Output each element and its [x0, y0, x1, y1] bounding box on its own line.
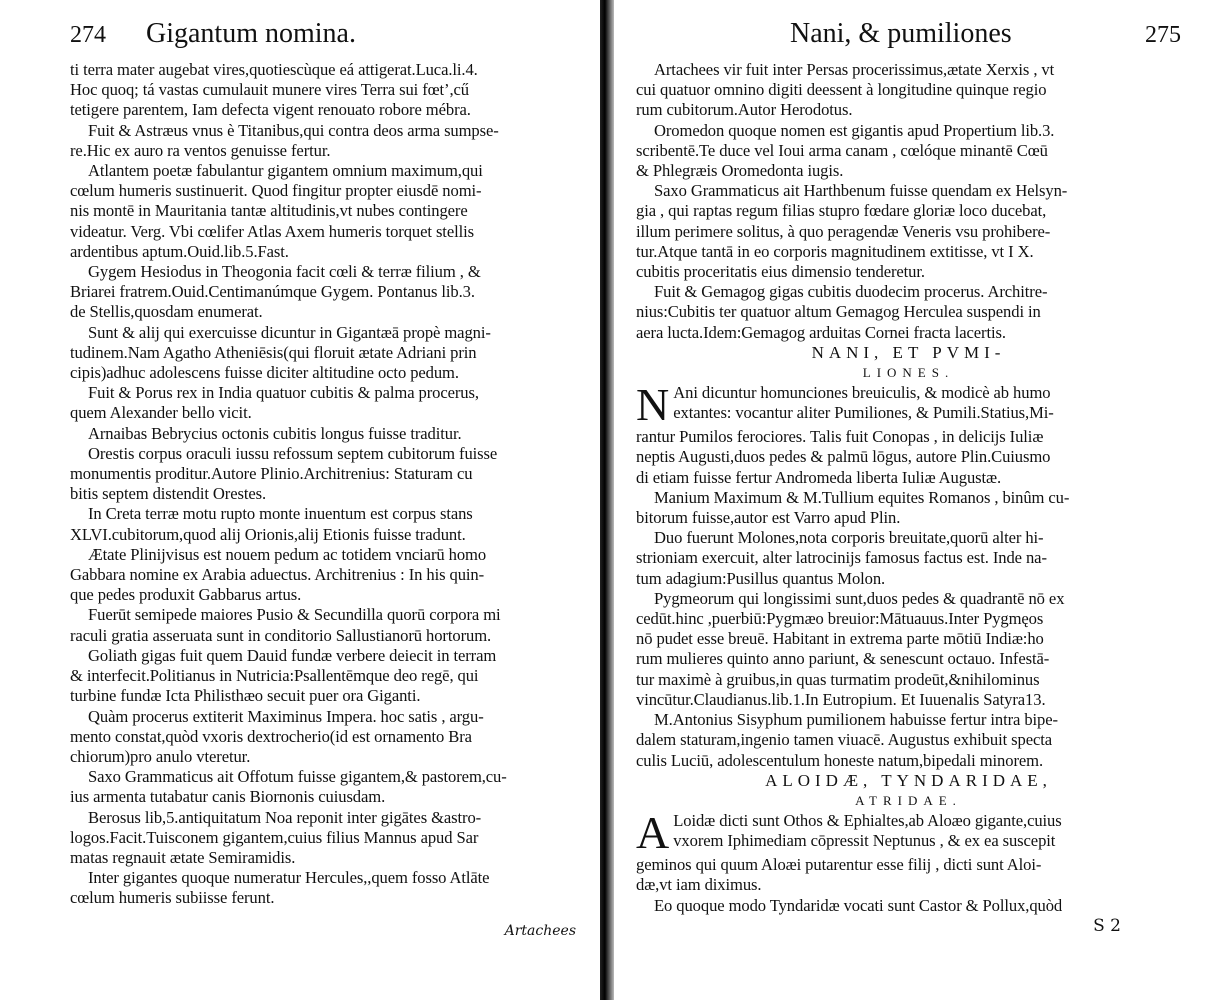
text-line: aera lucta.Idem:Gemagog arduitas Cornei fracta lacertis.	[636, 322, 1006, 342]
text-line: cipis)adhuc adolescens fuisse diciter altitudine octo pedum.	[70, 363, 459, 383]
text-line: cœlum humeris subiisse ferunt.	[70, 888, 275, 908]
right-text-block-mid	[636, 427, 1181, 770]
text-line: cedūt.hinc ,puerbiū:Pygmæo breuior:Mātuauus.Inter Pygmęos	[636, 609, 1044, 629]
text-line: Loidæ dicti sunt Othos & Ephialtes,ab Aloæo gigante,cuius	[673, 811, 1062, 831]
text-line: tudinem.Nam Agatho Atheniēsis(qui floruit ætate Adriani prin	[70, 342, 477, 362]
text-line: Gygem Hesiodus in Theogonia facit cœli & terræ filium , &	[88, 262, 481, 282]
text-line: re.Hic ex auro ra ventos genuisse fertur.	[70, 140, 331, 160]
text-line: Arnaibas Bebrycius octonis cubitis longus fuisse traditur.	[88, 423, 462, 443]
text-line: Oromedon quoque nomen est gigantis apud Propertium lib.3.	[654, 120, 1055, 140]
text-line: ius armenta tutabatur canis Biornonis cuiusdam.	[70, 787, 386, 807]
text-line: Duo fuerunt Molones,nota corporis breuitate,quorū alter hi-	[654, 528, 1044, 548]
text-line: nis montē in Mauritania tantæ altitudinis,vt nubes contingere	[70, 201, 468, 221]
text-line: neptis Augusti,duos pedes & palmū lōgus, autore Plin.Cuiusmo	[636, 447, 1051, 467]
text-line: di etiam fuisse fertur Andromeda liberta Iuliæ Augustæ.	[636, 467, 1002, 487]
text-line: & Phlegræis Oromedonta iugis.	[636, 161, 844, 181]
text-line: Gabbara nomine ex Arabia aduectus. Architrenius : In his quin-	[70, 565, 485, 585]
text-line: Ani dicuntur homunciones breuiculis, & modicè ab humo	[673, 383, 1051, 403]
text-line: strioniam exercuit, alter latrocinijs famosus factus est. Inde na-	[636, 548, 1047, 568]
left-running-title: Gigantum nomina.	[146, 18, 356, 49]
text-line: Eo quoque modo Tyndaridæ vocati sunt Castor & Pollux,quòd	[654, 895, 1063, 915]
right-page-number: 275	[1145, 22, 1181, 48]
signature-mark: S 2	[1093, 915, 1121, 936]
text-line: illum perimere solitus, à quo peragendæ Veneris vsu prohibere-	[636, 221, 1051, 241]
text-line: rum mulieres quinto anno pariunt, & senescunt octauo. Infestā-	[636, 649, 1050, 669]
text-line: Sunt & alij qui exercuisse dicuntur in Gigantæā propè magni-	[88, 322, 491, 342]
text-line: tur maximè à gruibus,in quas turmatim prodeūt,&nihilominus	[636, 669, 1040, 689]
text-line: nius:Cubitis ter quatuor altum Gemagog Herculea suspendi in	[636, 302, 1041, 322]
text-line: bitorum fuisse,autor est Varro apud Plin.	[636, 508, 901, 528]
text-line: Artachees vir fuit inter Persas procerissimus,ætate Xerxis , vt	[654, 60, 1055, 79]
section-heading-aloidae-cont: ATRIDAE.	[855, 792, 962, 808]
dropcap-n: N	[636, 383, 670, 426]
text-line: Orestis corpus oraculi iussu refossum septem cubitorum fuisse	[88, 443, 498, 463]
text-line: In Creta terræ motu rupto monte inuentum est corpus stans	[88, 504, 473, 524]
text-line: rum cubitorum.Autor Herodotus.	[636, 100, 853, 120]
text-line: raculi gratia asseruata sunt in conditorio Sallustianorū hortorum.	[70, 625, 492, 645]
left-text-block	[70, 60, 586, 909]
text-line: videatur. Verg. Vbi cœlifer Atlas Axem humeris torquet stellis	[70, 221, 474, 241]
text-line: nō pudet esse breuē. Habitant in extrema parte mōtiū Indiæ:ho	[636, 629, 1044, 649]
text-line: Quàm procerus extiterit Maximinus Impera. hoc satis , argu-	[88, 706, 484, 726]
section-heading-nani-cont: LIONES.	[862, 365, 955, 381]
text-line: Saxo Grammaticus ait Offotum fuisse gigantem,& pastorem,cu-	[88, 767, 507, 787]
text-line: geminos qui quum Aloæi putarentur esse filij , dicti sunt Aloi-	[636, 855, 1042, 875]
text-line: culis Luciū, adolescentulum honeste natum,bipedali minorem.	[636, 750, 1043, 770]
left-page-number: 274	[70, 22, 106, 48]
right-running-head	[636, 18, 1181, 58]
right-text-block-bottom	[636, 855, 1181, 916]
left-running-head	[70, 18, 586, 58]
text-line: tetigere parentem, Iam defecta vigent renouato robore mébra.	[70, 100, 471, 120]
text-line: tur.Atque tantā in eo corporis magnitudinem extitisse, vt I X.	[636, 241, 1034, 261]
text-line: Inter gigantes quoque numeratur Hercules,,quem fosso Atlāte	[88, 868, 490, 888]
text-line: Saxo Grammaticus ait Harthbenum fuisse quendam ex Helsyn-	[654, 181, 1068, 201]
text-line: Ætate Plinijvisus est nouem pedum ac totidem vnciarū homo	[88, 544, 487, 564]
text-line: Hoc quoq; tá vastas cumulauit munere vires Terra sui fœt’,cű	[70, 80, 469, 100]
dropcap-a: A	[636, 811, 670, 854]
text-line: de Stellis,quosdam enumerat.	[70, 302, 263, 322]
text-line: turbine fundæ Icta Philisthæo secuit puer ora Giganti.	[70, 686, 421, 706]
aloidae-paragraph-opening	[636, 811, 1181, 853]
right-text-block-top	[636, 60, 1181, 343]
text-line: extantes: vocantur aliter Pumiliones, & Pumili.Statius,Mi-	[673, 403, 1054, 423]
text-line: dalem staturam,ingenio tamen viuacē. Augustus exhibuit specta	[636, 730, 1053, 750]
text-line: ardentibus aptum.Ouid.lib.5.Fast.	[70, 241, 289, 261]
text-line: tum adagium:Pusillus quantus Molon.	[636, 568, 886, 588]
left-page	[0, 0, 600, 1000]
text-line: Pygmeorum qui longissimi sunt,duos pedes & quadrantē nō ex	[654, 588, 1065, 608]
text-line: cœlum humeris sustinuerit. Quod fingitur propter eiusdē nomi-	[70, 181, 482, 201]
catchword: Artachees	[504, 922, 576, 939]
text-line: & interfecit.Politianus in Nutricia:Psallentēmque deo regē, qui	[70, 666, 479, 686]
text-line: logos.Facit.Tuisconem gigantem,cuius filius Mannus apud Sar	[70, 827, 479, 847]
text-line: gia , qui raptas regum filias stupro fœdare gloriæ loco ducebat,	[636, 201, 1047, 221]
right-running-title: Nani, & pumiliones	[790, 18, 1012, 49]
text-line: Manium Maximum & M.Tullium equites Romanos , binûm cu-	[654, 487, 1070, 507]
text-line: Berosus lib,5.antiquitatum Noa reponit inter gigātes &astro-	[88, 807, 482, 827]
section-heading-aloidae: ALOIDÆ, TYNDARIDAE,	[765, 770, 1052, 790]
text-line: monumentis proditur.Autore Plinio.Architrenius: Staturam cu	[70, 464, 473, 484]
text-line: M.Antonius Sisyphum pumilionem habuisse fertur intra bipe-	[654, 710, 1058, 730]
right-page	[614, 0, 1217, 1000]
text-line: XLVI.cubitorum,quod alij Orionis,alij Etionis fuisse tradunt.	[70, 524, 466, 544]
text-line: bitis septem distendit Orestes.	[70, 484, 267, 504]
text-line: Fuit & Gemagog gigas cubitis duodecim procerus. Architre-	[654, 282, 1048, 302]
text-line: que pedes produxit Gabbarus artus.	[70, 585, 302, 605]
text-line: matas regnauit ætate Semiramidis.	[70, 847, 296, 867]
book-gutter	[600, 0, 614, 1000]
text-line: Goliath gigas fuit quem Dauid fundæ verbere deiecit in terram	[88, 645, 497, 665]
nani-paragraph-opening	[636, 383, 1181, 425]
text-line: Briarei fratrem.Ouid.Centimanúmque Gygem. Pontanus lib.3.	[70, 282, 475, 302]
text-line: vincūtur.Claudianus.lib.1.In Eutropium. Et Iuuenalis Satyra13.	[636, 689, 1046, 709]
section-heading-nani: NANI, ET PVMI-	[811, 342, 1006, 362]
text-line: Atlantem poetæ fabulantur gigantem omnium maximum,qui	[88, 161, 483, 181]
text-line: Fuerūt semipede maiores Pusio & Secundilla quorū corpora mi	[88, 605, 501, 625]
text-line: mento constat,quòd vxoris dextrocherio(id est ornamento Bra	[70, 726, 472, 746]
text-line: quem Alexander bello vicit.	[70, 403, 252, 423]
text-line: vxorem Iphimediam cōpressit Neptunus , & ex ea suscepit	[673, 831, 1056, 851]
text-line: Fuit & Porus rex in India quatuor cubitis & palma procerus,	[88, 383, 479, 403]
text-line: cui quatuor omnino digiti deessent à longitudine quinque regio	[636, 80, 1047, 100]
text-line: Fuit & Astræus vnus è Titanibus,qui contra deos arma sumpse-	[88, 120, 499, 140]
text-line: rantur Pumilos ferociores. Talis fuit Conopas , in delicijs Iuliæ	[636, 427, 1044, 447]
text-line: ti terra mater augebat vires,quotiescùque eá attigerat.Luca.li.4.	[70, 60, 478, 79]
text-line: chiorum)pro anulo vteretur.	[70, 746, 251, 766]
text-line: dæ,vt iam diximus.	[636, 875, 762, 895]
text-line: cubitis proceritatis eius dimensio tenderetur.	[636, 262, 925, 282]
text-line: scribentē.Te duce vel Ioui arma canam , cœlóque minantē Cœū	[636, 140, 1048, 160]
